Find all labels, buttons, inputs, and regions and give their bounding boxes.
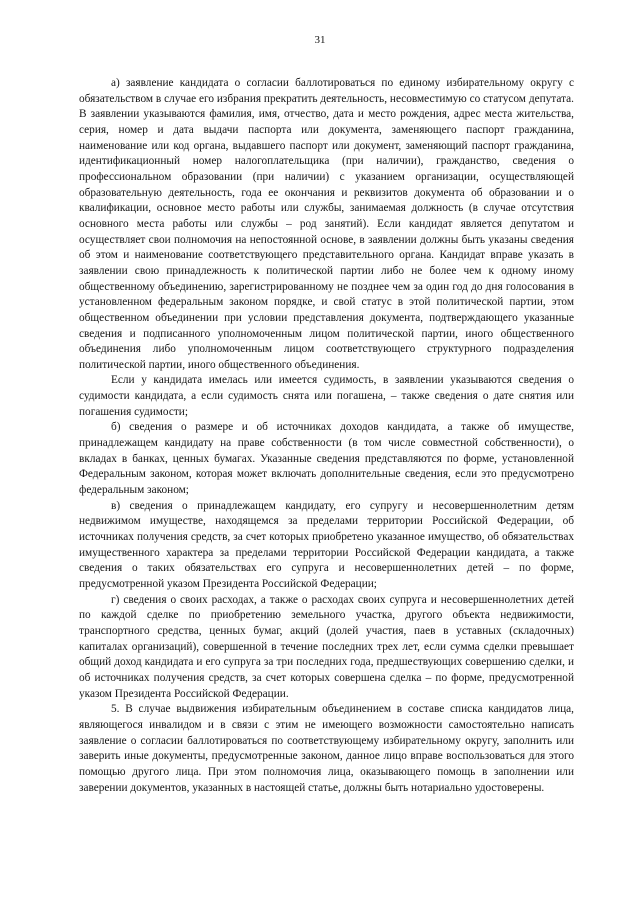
paragraph-a-candidate-statement: а) заявление кандидата о согласии баллотироваться по единому избирательному округу с обязательством в случае его избрания прекратить деятельность, несовместимую со статусом депутата. В заявлении указываются фамилия, имя, отчество, дата и место рождения, адрес места жительства, серия, номер и дата выдачи паспорта или документа, заменяющего паспорт гражданина, наименование или код органа, выдавшего паспорт или документ, заменяющий паспорт гражданина, идентификационный номер налогоплательщика (при наличии), гражданство, сведения о профессиональном образовании (при наличии) с указанием организации, осуществляющей образовательную деятельность, года ее окончания и реквизитов документа об образовании и о квалификации, основное место работы или службы, занимаемая должность (в случае отсутствия основного места работы или службы – род занятий). Если кандидат является депутатом и осуществляет свои полномочия на непостоянной основе, в заявлении должны быть указаны сведения об этом и наименование соответствующего представительного органа. Кандидат вправе указать в заявлении свою принадлежность к политической партии либо не более чем к одному иному общественному объединению, зарегистрированному не позднее чем за один год до дня голосования в установленном федеральным законом порядке, и свой статус в этой политической партии, этом общественном объединении при условии представления документа, подтверждающего указанные сведения и подписанного уполномоченным лицом политической партии, иного общественного объединения либо уполномоченным лицом соответствующего структурного подразделения политической партии, иного общественного объединения. (79, 77, 574, 371)
document-body (79, 76, 574, 796)
paragraph-criminal-record: Если у кандидата имелась или имеется судимость, в заявлении указываются сведения о судимости кандидата, а если судимость снята или погашена, – также сведения о дате снятия или погашения судимости; (79, 374, 574, 418)
paragraph-5-disabled-candidate: 5. В случае выдвижения избирательным объединением в составе списка кандидатов лица, являющегося инвалидом и в связи с этим не имеющего возможности самостоятельно написать заявление о согласии баллотироваться по соответствующему избирательному округу, заполнить или заверить иные документы, предусмотренные законом, данное лицо вправе воспользоваться для этого помощью другого лица. При этом полномочия лица, оказывающего помощь в заполнении или заверении документов, указанных в настоящей статье, должны быть нотариально удостоверены. (79, 703, 574, 794)
paragraph-v-foreign-property: в) сведения о принадлежащем кандидату, его супругу и несовершеннолетним детям недвижимом имуществе, находящемся за пределами территории Российской Федерации, об источниках получения средств, за счет которых приобретено указанное имущество, об обязательствах имущественного характера за пределами территории Российской Федерации кандидата, а также сведения о таких обязательствах его супруга и несовершеннолетних детей – по форме, предусмотренной указом Президента Российской Федерации; (79, 499, 574, 590)
paragraph-b-income-property: б) сведения о размере и об источниках доходов кандидата, а также об имуществе, принадлежащем кандидату на праве собственности (в том числе совместной собственности), о вкладах в банках, ценных бумагах. Указанные сведения представляются по форме, установленной Федеральным законом, которая может включать дополнительные сведения, если это предусмотрено федеральным законом; (79, 421, 574, 497)
paragraph-g-expenses: г) сведения о своих расходах, а также о расходах своих супруга и несовершеннолетних детей по каждой сделке по приобретению земельного участка, другого объекта недвижимости, транспортного средства, ценных бумаг, акций (долей участия, паев в уставных (складочных) капиталах организаций), совершенной в течение последних трех лет, если сумма сделки превышает общий доход кандидата и его супруга за три последних года, предшествующих совершению сделки, и об источниках получения средств, за счет которых совершена сделка – по форме, предусмотренной указом Президента Российской Федерации. (79, 593, 574, 700)
page-number: 31 (314, 34, 326, 46)
